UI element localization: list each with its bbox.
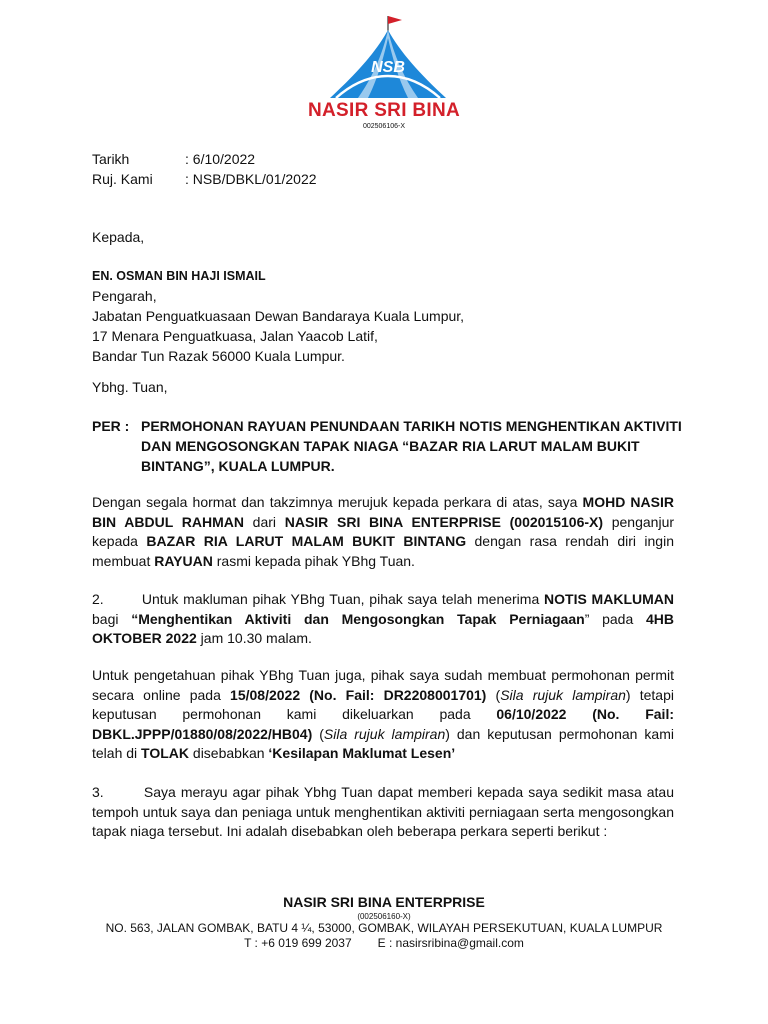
logo-monogram: NSB (371, 59, 405, 76)
paragraph-1: Dengan segala hormat dan takzimnya merujuk kepada perkara di atas, saya MOHD NASIR BIN ABDUL RAHMAN dari NASIR SRI BINA ENTERPRISE (002015106-X) penganjur kepada BAZAR RIA LARUT MALAM BUKIT BINTANG dengan rasa rendah diri ingin membuat RAYUAN rasmi kepada pihak YBhg Tuan. (92, 494, 675, 569)
recipient-address-line: 17 Menara Penguatkuasa, Jalan Yaacob Latif, (92, 328, 378, 344)
subject-text: PERMOHONAN RAYUAN PENUNDAAN TARIKH NOTIS MENGHENTIKAN AKTIVITI DAN MENGOSONGKAN TAPAK NIAGA “BAZAR RIA LARUT MALAM BUKIT BINTANG”, KUALA LUMPUR. (141, 418, 682, 474)
reference-value: : NSB/DBKL/01/2022 (185, 171, 317, 187)
recipient-name: EN. OSMAN BIN HAJI ISMAIL (92, 269, 266, 283)
paragraph-2: 2. Untuk makluman pihak YBhg Tuan, pihak saya telah menerima NOTIS MAKLUMAN bagi “Menghentikan Aktiviti dan Mengosongkan Tapak Perniagaan” pada 4HB OKTOBER 2022 jam 10.30 malam. (92, 591, 674, 646)
tent-logo-icon (296, 12, 472, 102)
footer-address: NO. 563, JALAN GOMBAK, BATU 4 ¼, 53000, GOMBAK, WILAYAH PERSEKUTUAN, KUALA LUMPUR (105, 921, 663, 935)
date-row (92, 149, 317, 169)
footer-company-name: NASIR SRI BINA ENTERPRISE (283, 894, 485, 910)
paragraph-3: Untuk pengetahuan pihak YBhg Tuan juga, pihak saya sudah membuat permohonan permit secara online pada 15/08/2022 (No. Fail: DR2208001701) (Sila rujuk lampiran) tetapi keputusan permohonan kami dikeluarkan pada 06/10/2022 (No. Fail: DBKL.JPPP/01880/08/2022/HB04) (Sila rujuk lampiran) dan keputusan permohonan kami telah di TOLAK disebabkan ‘Kesilapan Maklumat Lesen’ (92, 667, 674, 761)
recipient-block (92, 266, 464, 366)
footer-phone: T : +6 019 699 2037 (244, 936, 352, 950)
greeting: Ybhg. Tuan, (92, 379, 168, 395)
footer-contact (100, 936, 668, 951)
recipient-title: Pengarah, (92, 288, 157, 304)
subject-block (92, 416, 682, 476)
company-logo (296, 12, 472, 130)
footer-registration-number: (002506160-X) (357, 912, 411, 921)
logo-registration-number: 002506106-X (362, 123, 406, 130)
footer-email: E : nasirsribina@gmail.com (377, 936, 524, 950)
logo-company-name: NASIR SRI BINA (308, 100, 460, 121)
to-label: Kepada, (92, 229, 145, 245)
letterhead-footer (100, 893, 668, 951)
date-value: : 6/10/2022 (185, 151, 256, 167)
recipient-department: Jabatan Penguatkuasaan Dewan Bandaraya Kuala Lumpur, (92, 308, 465, 324)
letter-meta (92, 149, 317, 189)
date-label: Tarikh (92, 151, 130, 167)
paragraph-4: 3. Saya merayu agar pihak Ybhg Tuan dapat memberi kepada saya sedikit masa atau tempoh untuk saya dan peniaga untuk menghentikan aktiviti perniagaan serta mengosongkan tapak niaga tersebut. Ini adalah disebabkan oleh beberapa perkara seperti berikut : (92, 784, 674, 839)
reference-row (92, 169, 317, 189)
recipient-city-line: Bandar Tun Razak 56000 Kuala Lumpur. (92, 348, 345, 364)
reference-label: Ruj. Kami (92, 171, 153, 187)
subject-label: PER : (92, 418, 130, 434)
